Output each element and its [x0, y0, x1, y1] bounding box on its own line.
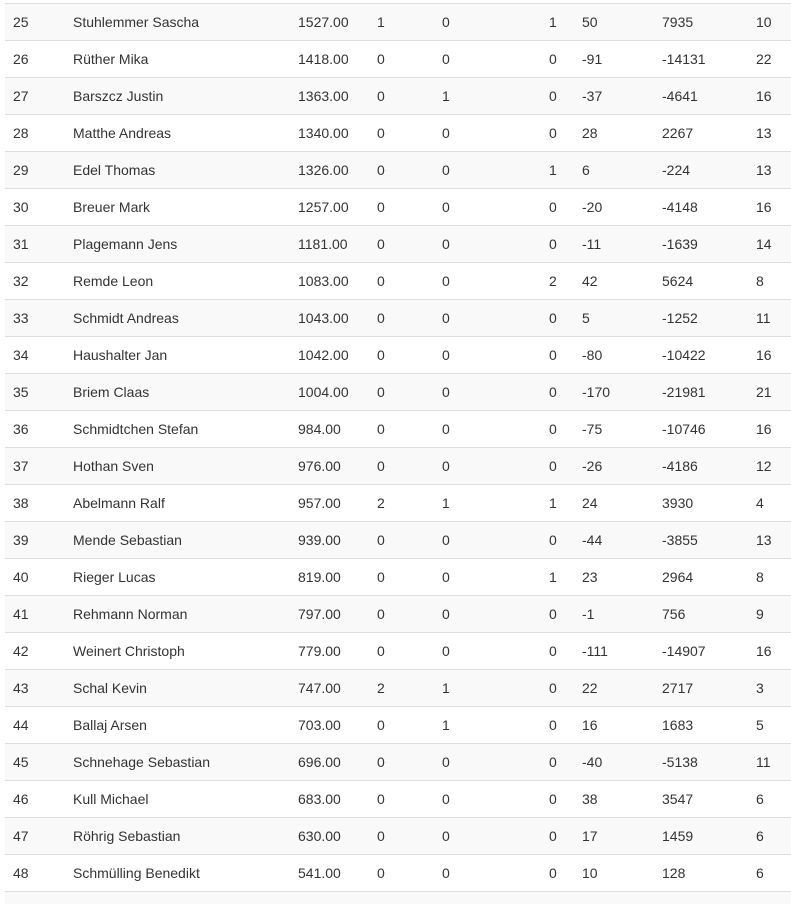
stat-f-cell: 11 — [756, 310, 771, 326]
score-cell: 1527.00 — [298, 14, 349, 30]
stat-a-cell: 0 — [377, 273, 385, 289]
stat-e-cell: 2717 — [662, 680, 694, 696]
stat-e-cell: -21981 — [662, 384, 706, 400]
stat-d-cell: -80 — [582, 347, 603, 363]
stat-e-cell: 3547 — [662, 791, 694, 807]
stat-f-cell: 16 — [756, 421, 772, 437]
table-row — [5, 41, 791, 78]
table-row — [5, 781, 791, 818]
player-name-cell: Ballaj Arsen — [73, 717, 147, 733]
stat-f-cell: 6 — [756, 791, 764, 807]
stat-d-cell: -11 — [582, 236, 602, 252]
stat-d-cell: -40 — [582, 754, 603, 770]
rank-cell: 42 — [13, 643, 29, 659]
player-name-cell: Rüther Mika — [73, 51, 149, 67]
stat-d-cell: -44 — [582, 532, 603, 548]
player-name-cell: Schnehage Sebastian — [73, 754, 210, 770]
stat-e-cell: 128 — [662, 865, 686, 881]
table-row — [5, 263, 791, 300]
stat-c-cell: 1 — [549, 162, 557, 178]
rank-cell: 48 — [13, 865, 29, 881]
stat-e-cell: -10422 — [662, 347, 706, 363]
stat-b-cell: 1 — [442, 680, 450, 696]
table-row — [5, 411, 791, 448]
score-cell: 683.00 — [298, 791, 341, 807]
stat-e-cell: 3930 — [662, 495, 694, 511]
score-cell: 1083.00 — [298, 273, 349, 289]
stat-f-cell: 16 — [756, 347, 772, 363]
table-row — [5, 596, 791, 633]
stat-a-cell: 0 — [377, 532, 385, 548]
stat-b-cell: 0 — [442, 51, 450, 67]
stat-f-cell: 12 — [756, 458, 772, 474]
rank-cell: 43 — [13, 680, 29, 696]
stat-b-cell: 0 — [442, 273, 450, 289]
player-name-cell: Schal Kevin — [73, 680, 147, 696]
stat-e-cell: 5624 — [662, 273, 694, 289]
stat-a-cell: 0 — [377, 569, 385, 585]
player-name-cell: Haushalter Jan — [73, 347, 168, 363]
score-cell: 1363.00 — [298, 88, 349, 104]
stat-c-cell: 0 — [549, 791, 557, 807]
stat-e-cell: -5138 — [662, 754, 698, 770]
table-row — [5, 337, 791, 374]
table-row — [5, 448, 791, 485]
stat-b-cell: 0 — [442, 125, 450, 141]
player-name-cell: Stuhlemmer Sascha — [73, 14, 200, 30]
stat-f-cell: 6 — [756, 865, 764, 881]
rank-cell: 27 — [13, 88, 29, 104]
score-cell: 1043.00 — [298, 310, 349, 326]
stat-f-cell: 16 — [756, 199, 772, 215]
stat-c-cell: 0 — [549, 717, 557, 733]
table-row — [5, 189, 791, 226]
stat-c-cell: 1 — [549, 569, 557, 585]
rank-cell: 33 — [13, 310, 29, 326]
rank-cell: 39 — [13, 532, 29, 548]
score-cell: 630.00 — [298, 828, 341, 844]
stat-c-cell: 0 — [549, 236, 557, 252]
score-cell: 696.00 — [298, 754, 341, 770]
stat-b-cell: 0 — [442, 754, 450, 770]
stat-f-cell: 4 — [756, 495, 764, 511]
player-name-cell: Kull Michael — [73, 791, 149, 807]
table-row — [5, 374, 791, 411]
player-name-cell: Mende Sebastian — [73, 532, 182, 548]
stat-e-cell: -1252 — [662, 310, 698, 326]
stat-c-cell: 0 — [549, 310, 557, 326]
stat-f-cell: 3 — [756, 680, 764, 696]
stat-b-cell: 0 — [442, 421, 450, 437]
stat-a-cell: 0 — [377, 458, 385, 474]
player-name-cell: Schmidt Andreas — [73, 310, 179, 326]
rank-cell: 38 — [13, 495, 29, 511]
table-row — [5, 818, 791, 855]
stat-c-cell: 0 — [549, 643, 557, 659]
stat-c-cell: 1 — [549, 14, 557, 30]
stat-c-cell: 0 — [549, 828, 557, 844]
score-cell: 779.00 — [298, 643, 341, 659]
stat-e-cell: 2267 — [662, 125, 694, 141]
stat-f-cell: 13 — [756, 162, 772, 178]
table-row — [5, 707, 791, 744]
stat-f-cell: 8 — [756, 569, 764, 585]
score-cell: 984.00 — [298, 421, 341, 437]
score-cell: 1042.00 — [298, 347, 349, 363]
stat-a-cell: 0 — [377, 199, 385, 215]
stat-a-cell: 0 — [377, 791, 385, 807]
stat-c-cell: 0 — [549, 347, 557, 363]
player-name-cell: Edel Thomas — [73, 162, 156, 178]
player-name-cell: Schmidtchen Stefan — [73, 421, 199, 437]
stat-d-cell: 5 — [582, 310, 590, 326]
player-name-cell: Barszcz Justin — [73, 88, 164, 104]
stat-d-cell: 24 — [582, 495, 598, 511]
player-name-cell: Abelmann Ralf — [73, 495, 165, 511]
stat-d-cell: 42 — [582, 273, 598, 289]
rank-cell: 37 — [13, 458, 29, 474]
stat-a-cell: 0 — [377, 347, 385, 363]
stat-f-cell: 16 — [756, 643, 772, 659]
stat-d-cell: -91 — [582, 51, 603, 67]
stat-f-cell: 9 — [756, 606, 764, 622]
stat-a-cell: 0 — [377, 162, 385, 178]
rank-cell: 36 — [13, 421, 29, 437]
score-cell: 957.00 — [298, 495, 341, 511]
score-cell: 1181.00 — [298, 236, 348, 252]
score-cell: 819.00 — [298, 569, 341, 585]
stat-a-cell: 0 — [377, 421, 385, 437]
stat-f-cell: 5 — [756, 717, 764, 733]
stat-c-cell: 0 — [549, 421, 557, 437]
rank-cell: 26 — [13, 51, 29, 67]
stat-e-cell: -224 — [662, 162, 691, 178]
stat-c-cell: 0 — [549, 88, 557, 104]
table-row — [5, 485, 791, 522]
stat-e-cell: 7935 — [662, 14, 694, 30]
stat-a-cell: 2 — [377, 680, 385, 696]
stat-e-cell: -4641 — [662, 88, 698, 104]
table-row — [5, 226, 791, 263]
stat-a-cell: 1 — [377, 14, 385, 30]
table-row — [5, 4, 791, 41]
stat-a-cell: 0 — [377, 51, 385, 67]
rank-cell: 41 — [13, 606, 29, 622]
table-row — [5, 522, 791, 559]
stat-b-cell: 0 — [442, 199, 450, 215]
rank-cell: 32 — [13, 273, 29, 289]
stat-e-cell: 1683 — [662, 717, 694, 733]
stat-b-cell: 0 — [442, 532, 450, 548]
stat-c-cell: 0 — [549, 384, 557, 400]
stat-b-cell: 0 — [442, 865, 450, 881]
stat-d-cell: 10 — [582, 865, 598, 881]
stat-c-cell: 0 — [549, 754, 557, 770]
stat-b-cell: 0 — [442, 310, 450, 326]
stat-f-cell: 6 — [756, 828, 764, 844]
stat-d-cell: 23 — [582, 569, 598, 585]
stat-f-cell: 13 — [756, 532, 772, 548]
stat-a-cell: 0 — [377, 717, 385, 733]
player-name-cell: Weinert Christoph — [73, 643, 185, 659]
score-cell: 939.00 — [298, 532, 341, 548]
stat-c-cell: 0 — [549, 865, 557, 881]
stat-b-cell: 0 — [442, 14, 450, 30]
stat-b-cell: 0 — [442, 162, 450, 178]
stat-a-cell: 0 — [377, 828, 385, 844]
stat-d-cell: -75 — [582, 421, 603, 437]
table-row — [5, 633, 791, 670]
stat-e-cell: -14131 — [662, 51, 706, 67]
player-name-cell: Remde Leon — [73, 273, 154, 289]
player-name-cell: Schmülling Benedikt — [73, 865, 200, 881]
table-row — [5, 78, 791, 115]
stat-e-cell: -3855 — [662, 532, 698, 548]
rank-cell: 34 — [13, 347, 29, 363]
stat-d-cell: 17 — [582, 828, 598, 844]
stat-d-cell: 38 — [582, 791, 598, 807]
rank-cell: 44 — [13, 717, 29, 733]
stat-e-cell: -4148 — [662, 199, 698, 215]
rank-cell: 25 — [13, 14, 29, 30]
table-row-partial — [5, 892, 791, 904]
stat-d-cell: -37 — [582, 88, 603, 104]
stat-c-cell: 0 — [549, 51, 557, 67]
stat-c-cell: 0 — [549, 532, 557, 548]
rank-cell: 35 — [13, 384, 29, 400]
stat-d-cell: -1 — [582, 606, 595, 622]
stat-d-cell: 6 — [582, 162, 590, 178]
score-cell: 976.00 — [298, 458, 341, 474]
stat-d-cell: -170 — [582, 384, 611, 400]
player-name-cell: Rehmann Norman — [73, 606, 188, 622]
stat-a-cell: 0 — [377, 754, 385, 770]
rank-cell: 28 — [13, 125, 29, 141]
stat-b-cell: 1 — [442, 717, 450, 733]
stat-f-cell: 16 — [756, 88, 772, 104]
score-cell: 1418.00 — [298, 51, 349, 67]
table-row — [5, 559, 791, 596]
score-cell: 747.00 — [298, 680, 341, 696]
table-row — [5, 152, 791, 189]
stat-a-cell: 0 — [377, 384, 385, 400]
rank-cell: 47 — [13, 828, 29, 844]
player-name-cell: Hothan Sven — [73, 458, 154, 474]
stat-c-cell: 0 — [549, 680, 557, 696]
stat-b-cell: 1 — [442, 88, 450, 104]
rank-cell: 40 — [13, 569, 29, 585]
stat-a-cell: 0 — [377, 865, 385, 881]
score-cell: 1326.00 — [298, 162, 349, 178]
stat-f-cell: 11 — [756, 754, 771, 770]
stat-d-cell: -20 — [582, 199, 603, 215]
rank-cell: 46 — [13, 791, 29, 807]
stat-b-cell: 0 — [442, 569, 450, 585]
stat-b-cell: 0 — [442, 384, 450, 400]
stat-c-cell: 0 — [549, 199, 557, 215]
stat-c-cell: 0 — [549, 125, 557, 141]
stat-d-cell: 16 — [582, 717, 598, 733]
score-cell: 1340.00 — [298, 125, 349, 141]
stat-e-cell: 2964 — [662, 569, 694, 585]
score-cell: 703.00 — [298, 717, 341, 733]
stat-a-cell: 0 — [377, 236, 385, 252]
stat-f-cell: 8 — [756, 273, 764, 289]
stat-e-cell: -14907 — [662, 643, 706, 659]
stat-d-cell: 50 — [582, 14, 598, 30]
stat-e-cell: -4186 — [662, 458, 698, 474]
player-name-cell: Briem Claas — [73, 384, 150, 400]
table-row — [5, 670, 791, 707]
stat-b-cell: 0 — [442, 791, 450, 807]
stat-f-cell: 13 — [756, 125, 772, 141]
stat-a-cell: 0 — [377, 643, 385, 659]
stat-b-cell: 0 — [442, 458, 450, 474]
stat-e-cell: -10746 — [662, 421, 706, 437]
stat-d-cell: -26 — [582, 458, 603, 474]
player-name-cell: Matthe Andreas — [73, 125, 172, 141]
table-row — [5, 300, 791, 337]
stat-d-cell: -111 — [582, 643, 608, 659]
stat-b-cell: 1 — [442, 495, 450, 511]
stat-b-cell: 0 — [442, 606, 450, 622]
stat-c-cell: 2 — [549, 273, 557, 289]
stat-d-cell: 22 — [582, 680, 598, 696]
player-name-cell: Röhrig Sebastian — [73, 828, 181, 844]
stat-b-cell: 0 — [442, 828, 450, 844]
rank-cell: 45 — [13, 754, 29, 770]
stat-a-cell: 0 — [377, 310, 385, 326]
rank-cell: 30 — [13, 199, 29, 215]
stat-a-cell: 0 — [377, 606, 385, 622]
stat-c-cell: 1 — [549, 495, 557, 511]
player-name-cell: Breuer Mark — [73, 199, 151, 215]
stat-c-cell: 0 — [549, 458, 557, 474]
stat-b-cell: 0 — [442, 347, 450, 363]
table-row — [5, 855, 791, 892]
score-cell: 797.00 — [298, 606, 341, 622]
stat-d-cell: 28 — [582, 125, 598, 141]
stat-f-cell: 22 — [756, 51, 772, 67]
rank-cell: 31 — [13, 236, 29, 252]
table-row — [5, 744, 791, 781]
stat-a-cell: 2 — [377, 495, 385, 511]
ranking-table — [5, 3, 791, 892]
stat-b-cell: 0 — [442, 643, 450, 659]
stat-e-cell: -1639 — [662, 236, 698, 252]
stat-f-cell: 14 — [756, 236, 772, 252]
score-cell: 1004.00 — [298, 384, 349, 400]
score-cell: 541.00 — [298, 865, 341, 881]
stat-a-cell: 0 — [377, 88, 385, 104]
player-name-cell: Plagemann Jens — [73, 236, 178, 252]
table-row — [5, 115, 791, 152]
stat-e-cell: 756 — [662, 606, 686, 622]
stat-f-cell: 10 — [756, 14, 772, 30]
stat-b-cell: 0 — [442, 236, 450, 252]
stat-a-cell: 0 — [377, 125, 385, 141]
stat-c-cell: 0 — [549, 606, 557, 622]
score-cell: 1257.00 — [298, 199, 349, 215]
stat-f-cell: 21 — [756, 384, 772, 400]
player-name-cell: Rieger Lucas — [73, 569, 156, 585]
stat-e-cell: 1459 — [662, 828, 694, 844]
rank-cell: 29 — [13, 162, 29, 178]
